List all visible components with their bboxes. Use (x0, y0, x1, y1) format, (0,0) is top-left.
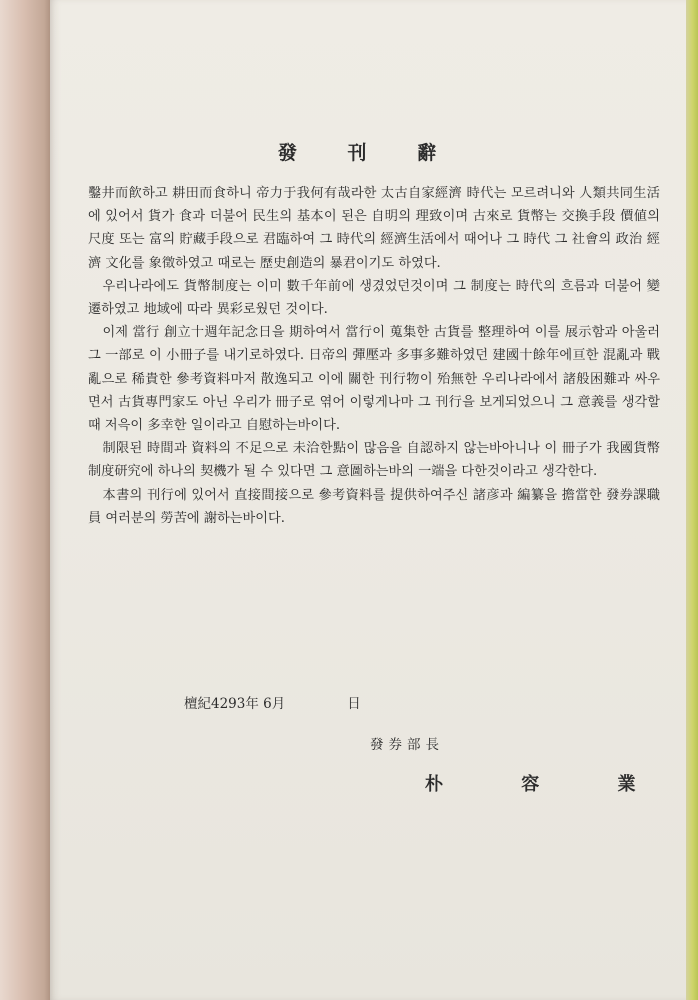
paragraph-4: 制限된 時間과 資料의 不足으로 未洽한點이 많음을 自認하지 않는바아니나 이 冊子가 我國貨幣制度研究에 하나의 契機가 될 수 있다면 그 意圖하는바의 一端을 다한것이라고 생각한다. (88, 441, 660, 480)
signature-name: 朴 容 業 (425, 774, 672, 795)
paragraph-3: 이제 當行 創立十週年記念日을 期하여서 當行이 蒐集한 古貨를 整理하여 이를 展示함과 아울러 그 一部로 이 小冊子를 내기로하였다. 日帝의 彈壓과 多事多難하였던 建國十餘年에亘한 混亂과 戰亂으로 稀貴한 參考資料마저 散逸되고 이에 關한 刊行物이 殆無한 우리나라에서 諸般困難과 싸우면서 古貨專門家도 아닌 우리가 冊子로 엮어 이렇게나마 그 刊行을 보게되었으니 그 意義를 생각할때 저윽이 多幸한 일이라고 自慰하는바이다. (88, 325, 660, 434)
paragraph-2: 우리나라에도 貨幣制度는 이미 數千年前에 생겼었던것이며 그 制度는 時代의 흐름과 더불어 變遷하였고 地域에 따라 異彩로웠던 것이다. (88, 278, 660, 318)
document-page (50, 0, 686, 1000)
book-left-edge (0, 0, 52, 1000)
date-text: 檀紀4293年 6月 (184, 696, 286, 712)
paragraph-1: 鑿井而飮하고 耕田而食하니 帝力于我何有哉라한 太古自家經濟 時代는 모르려니와 人類共同生活에 있어서 貨가 食과 더불어 民生의 基本이 된은 自明의 理致이며 古來로 貨幣는 交換手段 價値의 尺度 또는 富의 貯藏手段으로 君臨하여 그 時代의 經濟生活에서 때어나 그 時代 그 社會의 政治 經濟 文化를 象徵하였고 때로는 歷史創造의 暴君이기도 하였다. (88, 186, 660, 271)
department-title: 發券部長 (370, 737, 444, 753)
background-surface (684, 0, 698, 1000)
day-text: 日 (347, 696, 361, 712)
document-body (88, 182, 660, 530)
paragraph-5: 本書의 刊行에 있어서 直接間接으로 參考資料를 提供하여주신 諸彦과 編纂을 擔當한 發券課職員 여러분의 勞苦에 謝하는바이다. (88, 487, 660, 526)
date-line (184, 692, 361, 712)
document-title: 發 刊 辭 (277, 142, 459, 164)
